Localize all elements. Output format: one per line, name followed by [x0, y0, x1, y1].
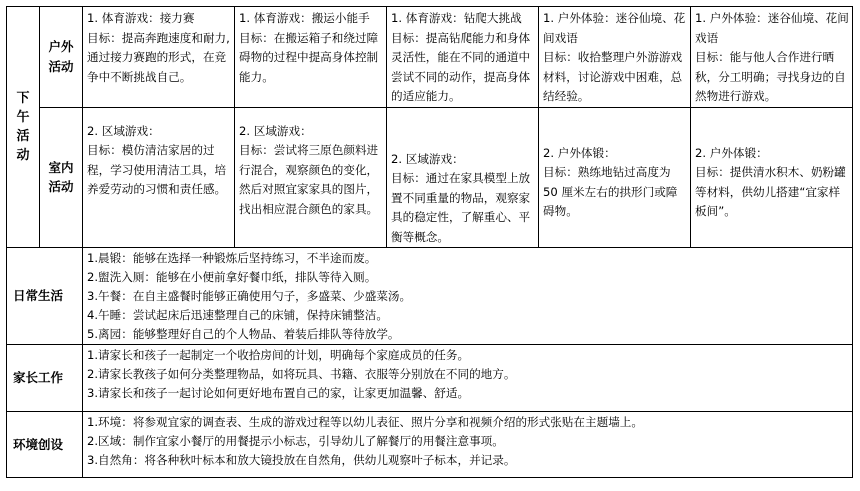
environment-item: 1.环境：将参观宜家的调查表、生成的游戏过程等以幼儿表征、照片分享和视频介绍的形式张贴在主题墙上。 [87, 415, 643, 429]
parents-work-list [83, 345, 853, 412]
indoor-activities-label: 室内 活动 [40, 107, 83, 248]
environment-label: 环境创设 [7, 412, 83, 478]
indoor-cell-tue: 2. 区域游戏： 目标：尝试将三原色颜料进行混合，观察颜色的变化，然后对照宜家家具的图片，找出相应混合颜色的家具。 [235, 107, 387, 248]
outdoor-cell-wed: 1. 体育游戏：钻爬大挑战 目标：提高钻爬能力和身体灵活性，能在不同的通道中尝试不同的动作，提高身体的适应能力。 [387, 7, 539, 108]
daily-life-item: 3.午餐：在自主盛餐时能够正确使用勺子，多盛菜、少盛菜汤。 [87, 289, 412, 303]
parents-work-label: 家长工作 [7, 345, 83, 412]
outdoor-activities-label: 户外 活动 [40, 7, 83, 108]
outdoor-cell-fri: 1. 户外体验：迷谷仙境、花间戏语 目标：能与他人合作进行晒秋，分工明确；寻找身边的自然物进行游戏。 [691, 7, 853, 108]
indoor-cell-fri: 2. 户外体锻： 目标：提供清水积木、奶粉罐等材料，供幼儿搭建“宜家样板间”。 [691, 107, 853, 248]
environment-item: 2.区域：制作宜家小餐厅的用餐提示小标志，引导幼儿了解餐厅的用餐注意事项。 [87, 434, 504, 448]
parents-work-item: 2.请家长教孩子如何分类整理物品，如将玩具、书籍、衣服等分别放在不同的地方。 [87, 367, 516, 381]
parents-work-item: 3.请家长和孩子一起讨论如何更好地布置自己的家，让家更加温馨、舒适。 [87, 386, 470, 400]
indoor-cell-thu: 2. 户外体锻： 目标：熟练地钻过高度为 50 厘米左右的拱形门或障碍物。 [539, 107, 691, 248]
indoor-cell-wed: 2. 区域游戏： 目标：通过在家具模型上放置不同重量的物品，观察家具的稳定性，了解重心、平衡等概念。 [387, 107, 539, 248]
daily-life-item: 1.晨锻：能够在选择一种锻炼后坚持练习，不半途而废。 [87, 251, 377, 265]
weekly-plan-table [6, 6, 853, 478]
parents-work-item: 1.请家长和孩子一起制定一个收拾房间的计划，明确每个家庭成员的任务。 [87, 348, 470, 362]
outdoor-cell-thu: 1. 户外体验：迷谷仙境、花间戏语 目标：收拾整理户外游游戏材料，讨论游戏中困难，总结经验。 [539, 7, 691, 108]
indoor-cell-mon: 2. 区域游戏： 目标：模仿清洁家居的过程，学习使用清洁工具，培养爱劳动的习惯和责任感。 [83, 107, 235, 248]
daily-life-item: 5.离园：能够整理好自己的个人物品、着装后排队等待放学。 [87, 327, 400, 341]
outdoor-cell-mon: 1. 体育游戏：接力赛 目标：提高奔跑速度和耐力,通过接力赛跑的形式，在竞争中不断挑战自己。 [83, 7, 235, 108]
daily-life-item: 2.盥洗入厕：能够在小便前拿好餐巾纸，排队等待入厕。 [87, 270, 377, 284]
environment-item: 3.自然角：将各种秋叶标本和放大镜投放在自然角，供幼儿观察叶子标本，并记录。 [87, 453, 516, 467]
daily-life-label: 日常生活 [7, 248, 83, 345]
daily-life-item: 4.午睡：尝试起床后迅速整理自己的床铺，保持床铺整洁。 [87, 308, 388, 322]
environment-list [83, 412, 853, 478]
daily-life-list [83, 248, 853, 345]
afternoon-activities-label: 下 午 活 动 [7, 7, 40, 248]
outdoor-cell-tue: 1. 体育游戏：搬运小能手 目标：在搬运箱子和绕过障碍物的过程中提高身体控制能力。 [235, 7, 387, 108]
